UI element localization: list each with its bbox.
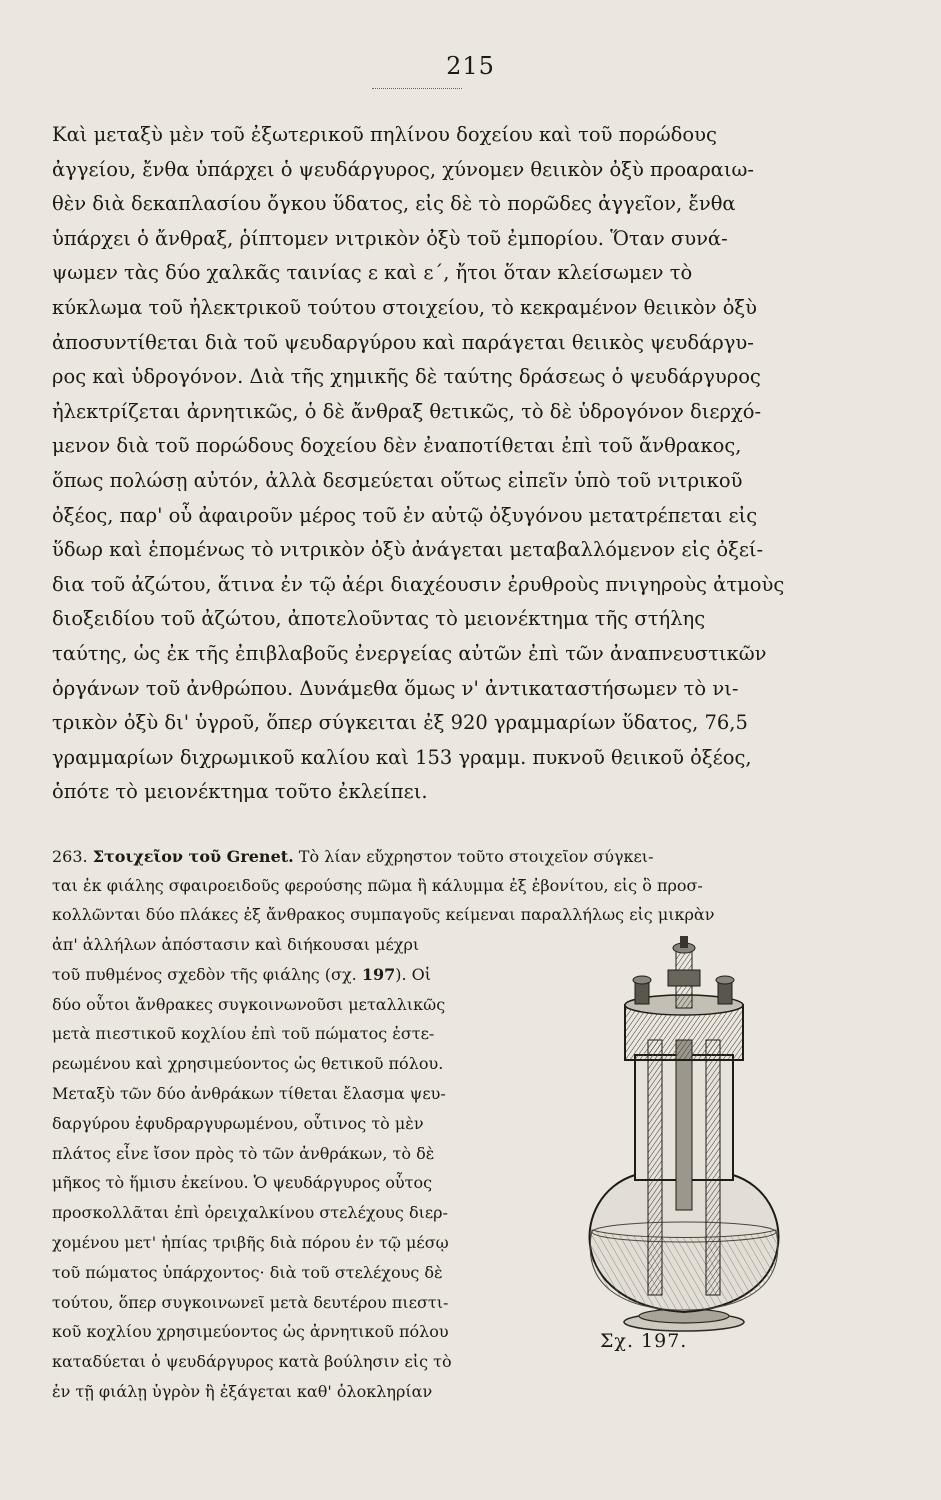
text-line: ταύτης, ὡς ἐκ τῆς ἐπιβλαβοῦς ἐνεργείας αὐτῶν ἐπὶ τῶν ἀναπνευστικῶν — [52, 641, 767, 665]
figure-caption: Σχ. 197. — [600, 1330, 688, 1352]
text-line: ὅπως πολώσῃ αὐτόν, ἀλλὰ δεσμεύεται οὕτως εἰπεῖν ὑπὸ τοῦ νιτρικοῦ — [52, 468, 743, 492]
grenet-cell-drawing — [540, 930, 820, 1350]
text-line: διοξειδίου τοῦ ἀζώτου, ἀποτελοῦντας τὸ μειονέκτημα τῆς στήλης — [52, 607, 706, 631]
text-line: ὑπάρχει ὁ ἄνθραξ, ῥίπτομεν νιτρικὸν ὀξὺ τοῦ ἐμπορίου. Ὅταν συνά- — [52, 226, 728, 250]
text-line: καταδύεται ὁ ψευδάργυρος κατὰ βούλησιν εἰς τὸ — [52, 1352, 452, 1372]
text-line: Καὶ μεταξὺ μὲν τοῦ ἐξωτερικοῦ πηλίνου δοχείου καὶ τοῦ πορώδους — [52, 123, 717, 146]
section-title: Στοιχεῖον τοῦ Grenet. — [92, 847, 294, 866]
text-line — [52, 960, 514, 990]
text-line: ται ἐκ φιάλης σφαιροειδοῦς φερούσης πῶμα ἢ κάλυμμα ἐξ ἐβονίτου, εἰς ὃ προσ- — [52, 876, 703, 895]
text-line: χομένου μετ' ἠπίας τριβῆς διὰ πόρου ἐν τῷ μέσῳ — [52, 1232, 449, 1252]
text-line: θὲν διὰ δεκαπλασίου ὄγκου ὕδατος, εἰς δὲ τὸ πορῶδες ἀγγεῖον, ἔνθα — [52, 192, 736, 216]
section-heading-line — [52, 842, 822, 871]
page-number: 215 — [446, 52, 495, 80]
section-263-intro — [52, 842, 822, 929]
text-line: γραμμαρίων διχρωμικοῦ καλίου καὶ 153 γραμμ. πυκνοῦ θειικοῦ ὀξέος, — [52, 745, 752, 769]
text-line: Τὸ λίαν εὔχρηστον τοῦτο στοιχεῖον σύγκει- — [298, 847, 654, 866]
figure-reference: 197 — [361, 964, 396, 984]
text-line: ρος καὶ ὑδρογόνον. Διὰ τῆς χημικῆς δὲ ταύτης δράσεως ὁ ψευδάργυρος — [52, 365, 761, 389]
text-line: ρεωμένου καὶ χρησιμεύοντος ὡς θετικοῦ πόλου. — [52, 1054, 444, 1074]
text-line: ἀγγείου, ἔνθα ὑπάρχει ὁ ψευδάργυρος, χύνομεν θειικὸν ὀξὺ προαραιω- — [52, 157, 754, 181]
text-fragment: τοῦ πυθμένος σχεδὸν τῆς φιάλης (σχ. — [52, 964, 362, 984]
text-fragment: ). Οἱ — [395, 964, 432, 984]
text-line: ὕδωρ καὶ ἑπομένως τὸ νιτρικὸν ὀξὺ ἀνάγεται μεταβαλλόμενον εἰς ὀξεί- — [52, 538, 764, 562]
text-line: μετὰ πιεστικοῦ κοχλίου ἐπὶ τοῦ πώματος ἐστε- — [52, 1024, 435, 1044]
text-line: κύκλωμα τοῦ ἠλεκτρικοῦ τούτου στοιχείου, τὸ κεκραμένον θειικὸν ὀξὺ — [52, 295, 758, 319]
text-line: ὀξέος, παρ' οὗ ἀφαιροῦν μέρος τοῦ ἐν αὐτῷ ὀξυγόνου μετατρέπεται εἰς — [52, 503, 758, 527]
text-line: τούτου, ὅπερ συγκοινωνεῖ μετὰ δευτέρου πιεστι- — [52, 1292, 449, 1312]
text-line: τρικὸν ὀξὺ δι' ὑγροῦ, ὅπερ σύγκειται ἐξ 920 γραμμαρίων ὕδατος, 76,5 — [52, 711, 748, 735]
section-263-column — [52, 930, 514, 1407]
section-number: 263. — [52, 847, 88, 866]
text-line: ἠλεκτρίζεται ἀρνητικῶς, ὁ δὲ ἄνθραξ θετικῶς, τὸ δὲ ὑδρογόνον διερχό- — [52, 399, 762, 423]
header-rule — [372, 88, 462, 89]
text-line: μῆκος τὸ ἥμισυ ἐκείνου. Ὁ ψευδάργυρος οὗτος — [52, 1173, 433, 1193]
text-line: ψωμεν τὰς δύο χαλκᾶς ταινίας ε καὶ ε΄, ἤτοι ὅταν κλείσωμεν τὸ — [52, 261, 693, 285]
text-line: προσκολλᾶται ἐπὶ ὀρειχαλκίνου στελέχους διερ- — [52, 1203, 448, 1223]
text-line: δαργύρου ἐφυδραργυρωμένου, οὗτινος τὸ μὲν — [52, 1113, 424, 1133]
text-line: πλάτος εἶνε ἴσον πρὸς τὸ τῶν ἀνθράκων, τὸ δὲ — [52, 1143, 435, 1163]
text-line: κολλῶνται δύο πλάκες ἐξ ἄνθρακος συμπαγοῦς κείμεναι παραλλήλως εἰς μικρὰν — [52, 905, 715, 924]
text-line: κοῦ κοχλίου χρησιμεύοντος ὡς ἀρνητικοῦ πόλου — [52, 1322, 449, 1342]
text-line: δύο οὗτοι ἄνθρακες συγκοινωνοῦσι μεταλλικῶς — [52, 994, 446, 1014]
text-line: μενον διὰ τοῦ πορώδους δοχείου δὲν ἐναποτίθεται ἐπὶ τοῦ ἄνθρακος, — [52, 434, 742, 458]
text-line: ἀπ' ἀλλήλων ἀπόστασιν καὶ διήκουσαι μέχρι — [52, 935, 420, 954]
text-line: ἀποσυντίθεται διὰ τοῦ ψευδαργύρου καὶ παράγεται θειικὸς ψευδάργυ- — [52, 330, 754, 354]
paragraph-battery-description — [52, 118, 812, 810]
grenet-cell-illustration — [540, 930, 820, 1350]
text-line: ὀργάνων τοῦ ἀνθρώπου. Δυνάμεθα ὅμως ν' ἀντικαταστήσωμεν τὸ νι- — [52, 676, 739, 700]
text-line: ὁπότε τὸ μειονέκτημα τοῦτο ἐκλείπει. — [52, 780, 428, 804]
text-line: ἐν τῇ φιάλῃ ὑγρὸν ἢ ἐξάγεται καθ' ὁλοκληρίαν — [52, 1381, 433, 1401]
text-line: δια τοῦ ἀζώτου, ἅτινα ἐν τῷ ἀέρι διαχέουσιν ἐρυθροὺς πνιγηροὺς ἀτμοὺς — [52, 572, 785, 596]
text-line: Μεταξὺ τῶν δύο ἀνθράκων τίθεται ἔλασμα ψευ- — [52, 1083, 446, 1103]
text-line: τοῦ πώματος ὑπάρχοντος· διὰ τοῦ στελέχους δὲ — [52, 1262, 443, 1282]
